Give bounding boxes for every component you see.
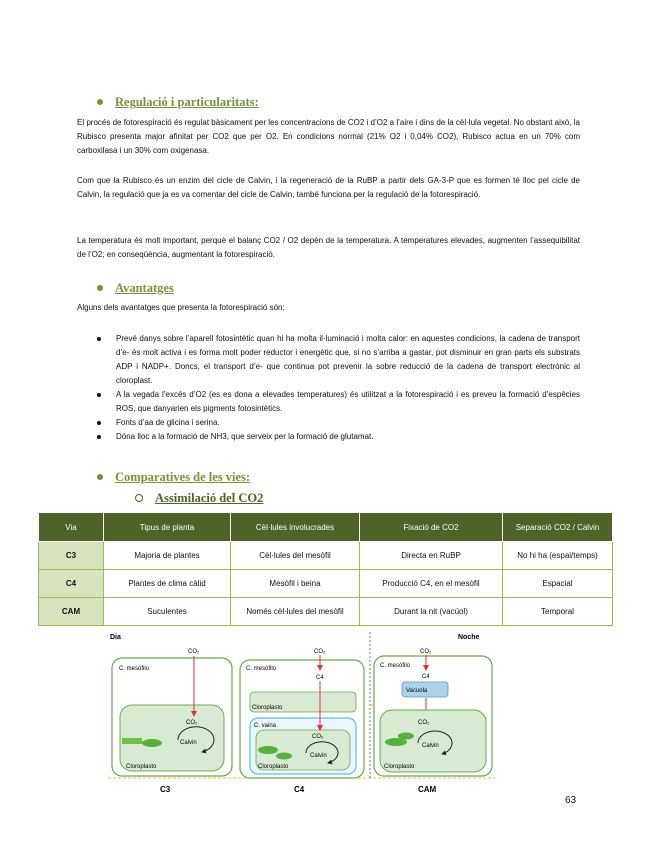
table-cell-via: CAM (39, 598, 104, 626)
cam-label: CAM (418, 785, 437, 794)
co2-label: CO₂ (186, 720, 198, 726)
list-item: Prevé danys sobre l’aparell fotosintètic quan hi ha molta il·luminació i molta calor: en aquestes condicions, la cadena de transport d’e- és molt activa i es forma molt poder reductor i energètic que, si no s’arriba a gastar, pot disminuir en gran parts els substrats ADP i NADP+. Doncs, el transport d’e- que continua pot prevenir la sobre reducció de la cadena de transport electrònic al cloroplast. (97, 332, 580, 388)
calvin-label: Calvin (422, 743, 439, 749)
circle-bullet-icon (135, 494, 143, 502)
chloroplast-label: Cloroplasto (258, 764, 289, 770)
table-cell: Mesòfil i beina (231, 570, 360, 598)
c3-label: C3 (160, 785, 171, 794)
calvin-label: Calvin (310, 753, 327, 759)
table-header-cell: Separació CO2 / Calvin (503, 513, 613, 542)
thylakoid-icon (276, 753, 292, 760)
paragraph: La temperatura és molt important, perquè el balanç CO2 / O2 depèn de la temperatura. A temperatures elevades, augmenten l’assequibilitat de l’O2; en conseqüència, augmentant la fotorespiració. (77, 236, 580, 259)
table-row (39, 598, 613, 626)
table-cell: Durant la nit (vacúol) (360, 598, 503, 626)
heading-comparatives: Comparatives de les vies: (97, 470, 250, 485)
table-cell-via: C3 (39, 542, 104, 570)
c3-panel (112, 649, 232, 776)
thylakoid-icon (142, 739, 162, 747)
table-cell: Cèl·lules del mesòfil (231, 542, 360, 570)
table-cell: Només cèl·lules del mesòfil (231, 598, 360, 626)
mesophyll-label: C. mesófilo (380, 663, 411, 669)
c4-label: C4 (294, 785, 305, 794)
sheath-label: C. vaina (254, 723, 277, 729)
chloroplast-label: Cloroplasto (126, 764, 157, 770)
list-item: Dóna lloc a la formació de NH3, que serveix per la formació de glutamat. (97, 430, 580, 444)
table-cell: Plantes de clima càlid (104, 570, 231, 598)
heading-regulacio: Regulació i particularitats: (97, 95, 259, 110)
paragraph: Com que la Rubisco és un enzim del cicle de Calvin, i la regeneració de la RuBP a partir dels GA-3-P que es formen té lloc pel cicle de Calvin, la regulació que ja es va comentar del cicle de Calvin, també funciona per la regulació de la fotorespiració. (77, 176, 580, 199)
bullet-icon (97, 285, 103, 291)
table-header-cell: Tipus de planta (104, 513, 231, 542)
page-number: 63 (565, 795, 577, 806)
table-cell: Suculentes (104, 598, 231, 626)
co2-label: CO₂ (312, 734, 324, 740)
list-item: Fonts d’aa de glicina i serina. (97, 416, 580, 430)
co2-label: CO₂ (418, 720, 430, 726)
paragraph: El procés de fotorespiració és regulat bàsicament per les concentracions de CO2 i d’O2 a l’aire i dins de la cèl·lula vegetal. No obstant això, la Rubisco presenta major afinitat per CO2 que per O2. En condicions normal (21% O2 i 0,04% CO2), Rubisco actua en un 70% com carboxilasa i un 30% com oxigenasa. (77, 118, 580, 155)
cam-panel (374, 649, 492, 776)
table-cell: Temporal (503, 598, 613, 626)
table-header-row (39, 513, 613, 542)
subheading-assimilacio: Assimilació del CO2 (135, 491, 263, 506)
avantatges-intro: Alguns dels avantatges que presenta la fotorespiració són: (77, 303, 285, 312)
calvin-label: Calvin (180, 740, 197, 746)
co2-label: CO₂ (188, 649, 200, 655)
table-cell: Producció C4, en el mesòfil (360, 570, 503, 598)
c4-compound-label: C4 (422, 674, 430, 680)
bullet-icon (97, 474, 103, 480)
thylakoid-icon (398, 733, 414, 740)
avantatges-list (97, 332, 580, 444)
c4-compound-label: C4 (316, 675, 324, 681)
table-row (39, 570, 613, 598)
table-header-cell: Cèl·lules involucrades (231, 513, 360, 542)
bullet-icon (97, 99, 103, 105)
mesophyll-label: C. mesófilo (119, 666, 150, 672)
list-item: A la vegada l’excés d’O2 (es es dona a elevades temperatures) és utilitzat a la fotorespiració i es preveu la formació d’espècies ROS, que danyarien els pigments fotosintètics. (97, 388, 580, 416)
table-cell: Majoria de plantes (104, 542, 231, 570)
table-cell-via: C4 (39, 570, 104, 598)
c3-c4-cam-diagram (100, 630, 500, 800)
comparison-table (38, 512, 613, 626)
heading-avantatges: Avantatges (97, 281, 174, 296)
chloroplast-label: Cloroplasto (384, 764, 415, 770)
co2-label: CO₂ (314, 649, 326, 655)
day-label: Dia (110, 634, 121, 641)
mesophyll-label: C. mesófilo (246, 666, 277, 672)
c4-panel (240, 649, 364, 778)
night-label: Noche (458, 634, 480, 641)
table-header-cell: Via (39, 513, 104, 542)
table-header-cell: Fixació de CO2 (360, 513, 503, 542)
vacuole-label: Vacuola (406, 688, 428, 694)
table-cell: No hi ha (espai/temps) (503, 542, 613, 570)
table-cell: Directa en RuBP (360, 542, 503, 570)
co2-label: CO₂ (420, 649, 432, 655)
thylakoid-icon (122, 738, 142, 744)
table-row (39, 542, 613, 570)
thylakoid-icon (258, 746, 278, 754)
chloroplast-label: Cloroplasto (252, 705, 283, 711)
table-cell: Espacial (503, 570, 613, 598)
